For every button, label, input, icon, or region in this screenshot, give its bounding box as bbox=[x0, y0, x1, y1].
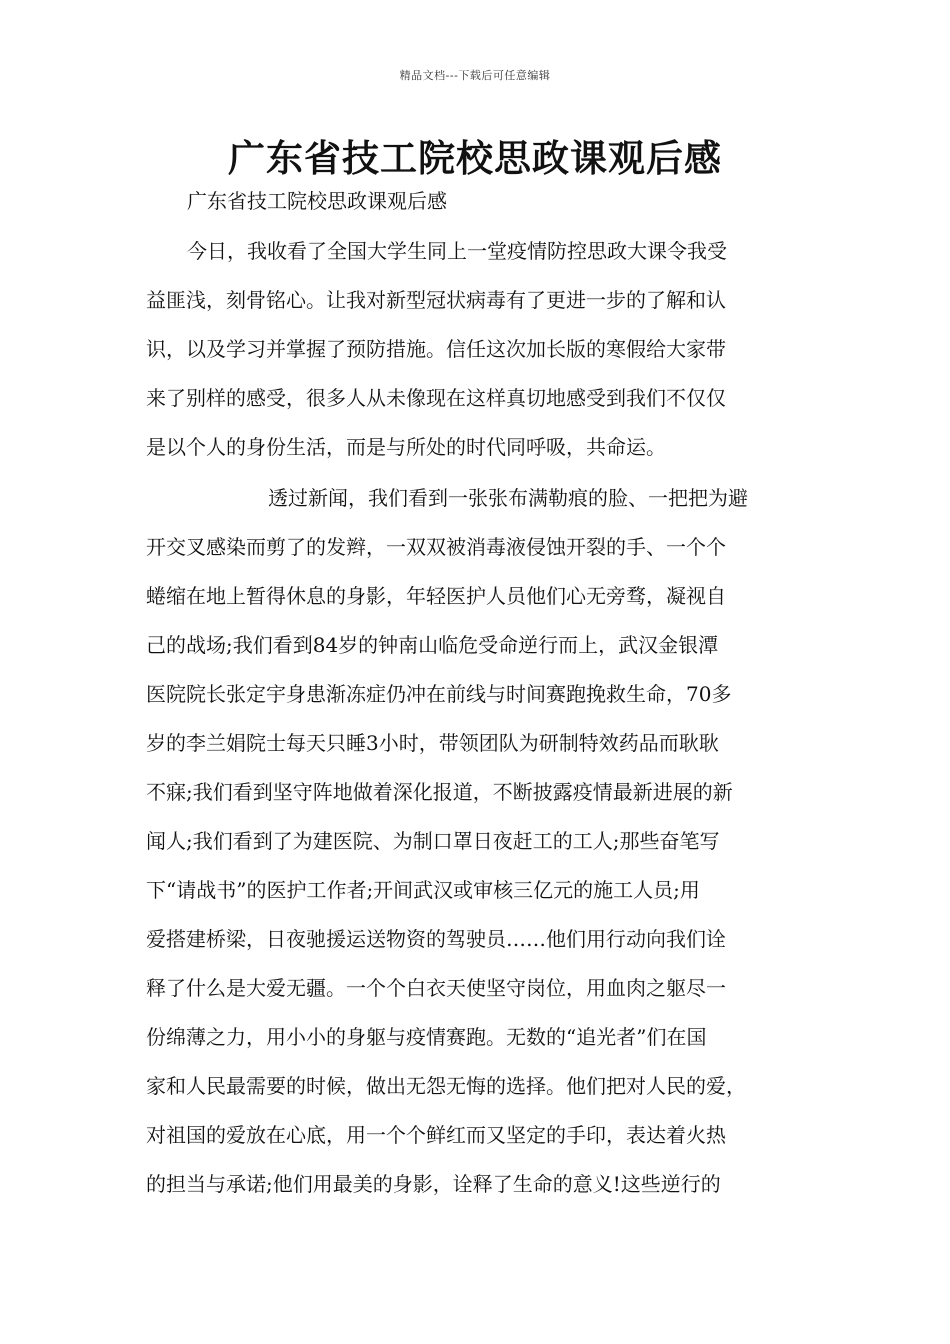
text-line: 对祖国的爱放在心底，用一个个鲜红而又坚定的手印，表达着火热 bbox=[146, 1123, 726, 1147]
text-line: 是以个人的身份生活，而是与所处的时代同呼吸，共命运。 bbox=[146, 435, 666, 459]
page-header: 精品文档---下载后可任意编辑 bbox=[399, 69, 551, 82]
text-line: 不寐;我们看到坚守阵地做着深化报道，不断披露疫情最新进展的新 bbox=[146, 780, 733, 804]
text-line: 份绵薄之力，用小小的身躯与疫情赛跑。无数的“追光者”们在国 bbox=[146, 1025, 707, 1049]
text-line: 开交叉感染而剪了的发辫，一双双被消毒液侵蚀开裂的手、一个个 bbox=[146, 535, 726, 559]
text-line: 闻人;我们看到了为建医院、为制口罩日夜赶工的工人;那些奋笔写 bbox=[146, 829, 720, 853]
text-line: 益匪浅，刻骨铭心。让我对新型冠状病毒有了更进一步的了解和认 bbox=[146, 288, 726, 312]
text-line: 释了什么是大爱无疆。一个个白衣天使坚守岗位，用血肉之躯尽一 bbox=[146, 976, 726, 1000]
text-line: 下“请战书”的医护工作者;开间武汉或审核三亿元的施工人员;用 bbox=[146, 878, 700, 902]
text-line: 爱搭建桥梁，日夜驰援运送物资的驾驶员……他们用行动向我们诠 bbox=[146, 927, 726, 951]
text-line: 来了别样的感受，很多人从未像现在这样真切地感受到我们不仅仅 bbox=[146, 386, 726, 410]
text-line: 岁的李兰娟院士每天只睡3小时，带领团队为研制特效药品而耿耿 bbox=[146, 731, 719, 755]
text-line: 家和人民最需要的时候，做出无怨无悔的选择。他们把对人民的爱， bbox=[146, 1074, 746, 1098]
text-line: 的担当与承诺;他们用最美的身影，诠释了生命的意义!这些逆行的 bbox=[146, 1172, 721, 1196]
document-subtitle: 广东省技工院校思政课观后感 bbox=[187, 189, 447, 213]
text-line: 蜷缩在地上暂得休息的身影，年轻医护人员他们心无旁骛，凝视自 bbox=[146, 584, 726, 608]
text-line: 医院院长张定宇身患渐冻症仍冲在前线与时间赛跑挽救生命，70多 bbox=[146, 682, 732, 706]
text-line: 己的战场;我们看到84岁的钟南山临危受命逆行而上，武汉金银潭 bbox=[146, 633, 719, 657]
text-line: 透过新闻，我们看到一张张布满勒痕的脸、一把把为避 bbox=[268, 486, 748, 510]
text-line: 识，以及学习并掌握了预防措施。信任这次加长版的寒假给大家带 bbox=[146, 337, 726, 361]
document-title: 广东省技工院校思政课观后感 bbox=[228, 136, 722, 180]
text-line: 今日，我收看了全国大学生同上一堂疫情防控思政大课令我受 bbox=[187, 239, 727, 263]
